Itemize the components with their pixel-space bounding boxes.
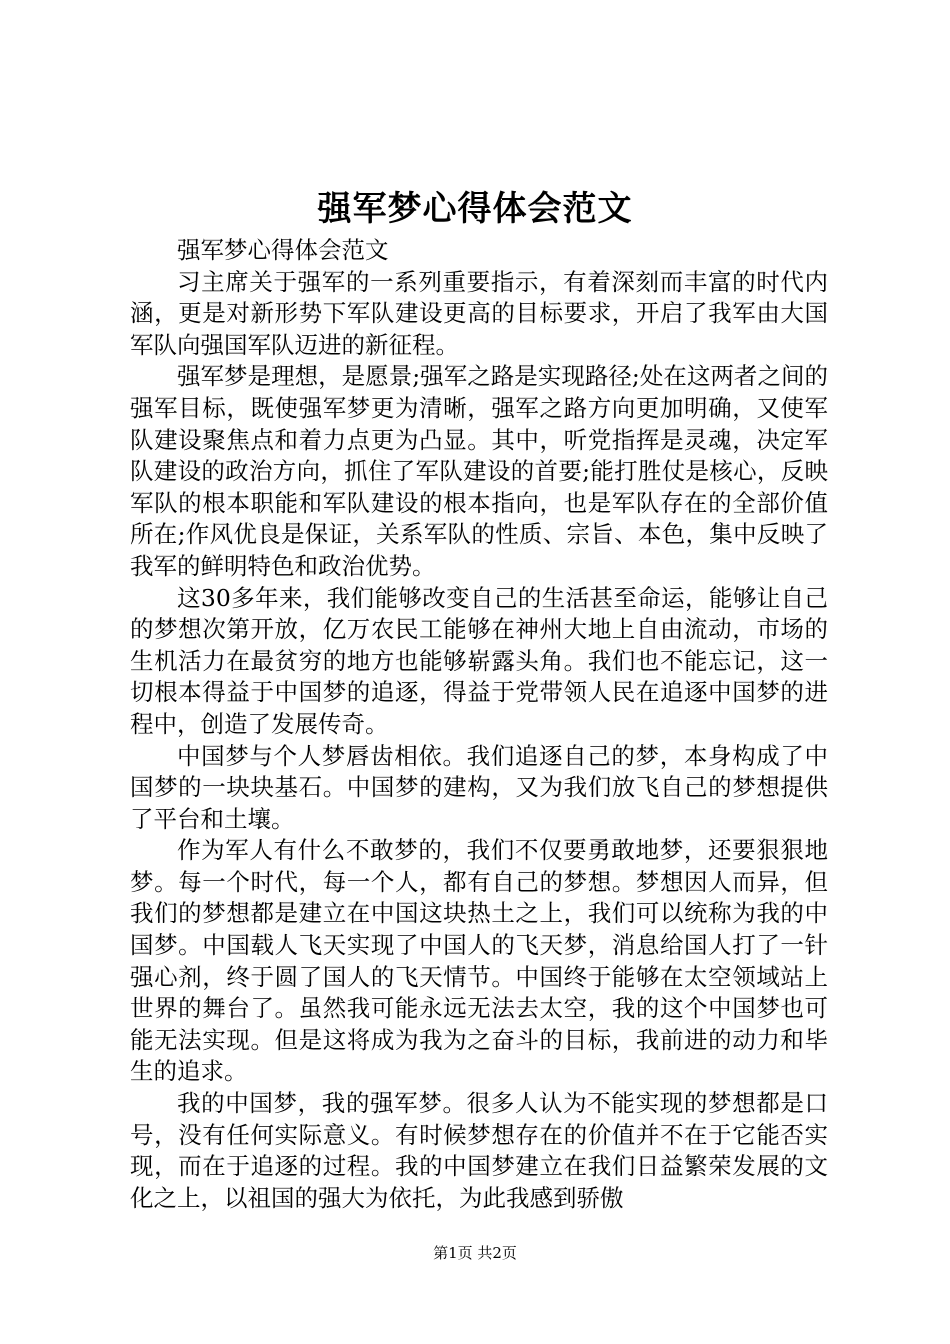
paragraph-5: 作为军人有什么不敢梦的，我们不仅要勇敢地梦，还要狠狠地梦。每一个时代，每一个人，都有自己的梦想。梦想因人而异，但我们的梦想都是建立在中国这块热土之上，我们可以统称为我的中国梦。中国载人飞天实现了中国人的飞天梦，消息给国人打了一针强心剂，终于圆了国人的飞天情节。中国终于能够在太空领域站上世界的舞台了。虽然我可能永远无法去太空，我的这个中国梦也可能无法实现。但是这将成为我为之奋斗的目标，我前进的动力和毕生的追求。 [130, 836, 828, 1086]
page-footer: 第1页 共2页 [433, 1244, 517, 1262]
paragraph-6: 我的中国梦，我的强军梦。很多人认为不能实现的梦想都是口号，没有任何实际意义。有时候梦想存在的价值并不在于它能否实现，而在于追逐的过程。我的中国梦建立在我们日益繁荣发展的文化之上，以祖国的强大为依托，为此我感到骄傲 [130, 1089, 828, 1212]
document-body [130, 235, 828, 1214]
document-title: 强军梦心得体会范文 [317, 189, 633, 229]
paragraph-1: 习主席关于强军的一系列重要指示，有着深刻而丰富的时代内涵，更是对新形势下军队建设更高的目标要求，开启了我军由大国军队向强国军队迈进的新征程。 [130, 267, 828, 359]
paragraph-4: 中国梦与个人梦唇齿相依。我们追逐自己的梦，本身构成了中国梦的一块块基石。中国梦的建构，又为我们放飞自己的梦想提供了平台和土壤。 [130, 741, 828, 833]
paragraph-3: 这30多年来，我们能够改变自己的生活甚至命运，能够让自己的梦想次第开放，亿万农民工能够在神州大地上自由流动，市场的生机活力在最贫穷的地方也能够崭露头角。我们也不能忘记，这一切根本得益于中国梦的追逐，得益于党带领人民在追逐中国梦的进程中，创造了发展传奇。 [130, 583, 828, 738]
paragraph-2: 强军梦是理想，是愿景;强军之路是实现路径;处在这两者之间的强军目标，既使强军梦更为清晰，强军之路方向更加明确，又使军队建设聚焦点和着力点更为凸显。其中，听党指挥是灵魂，决定军队建设的政治方向，抓住了军队建设的首要;能打胜仗是核心，反映军队的根本职能和军队建设的根本指向，也是军队存在的全部价值所在;作风优良是保证，关系军队的性质、宗旨、本色，集中反映了我军的鲜明特色和政治优势。 [130, 362, 828, 580]
document-subtitle: 强军梦心得体会范文 [177, 236, 389, 264]
